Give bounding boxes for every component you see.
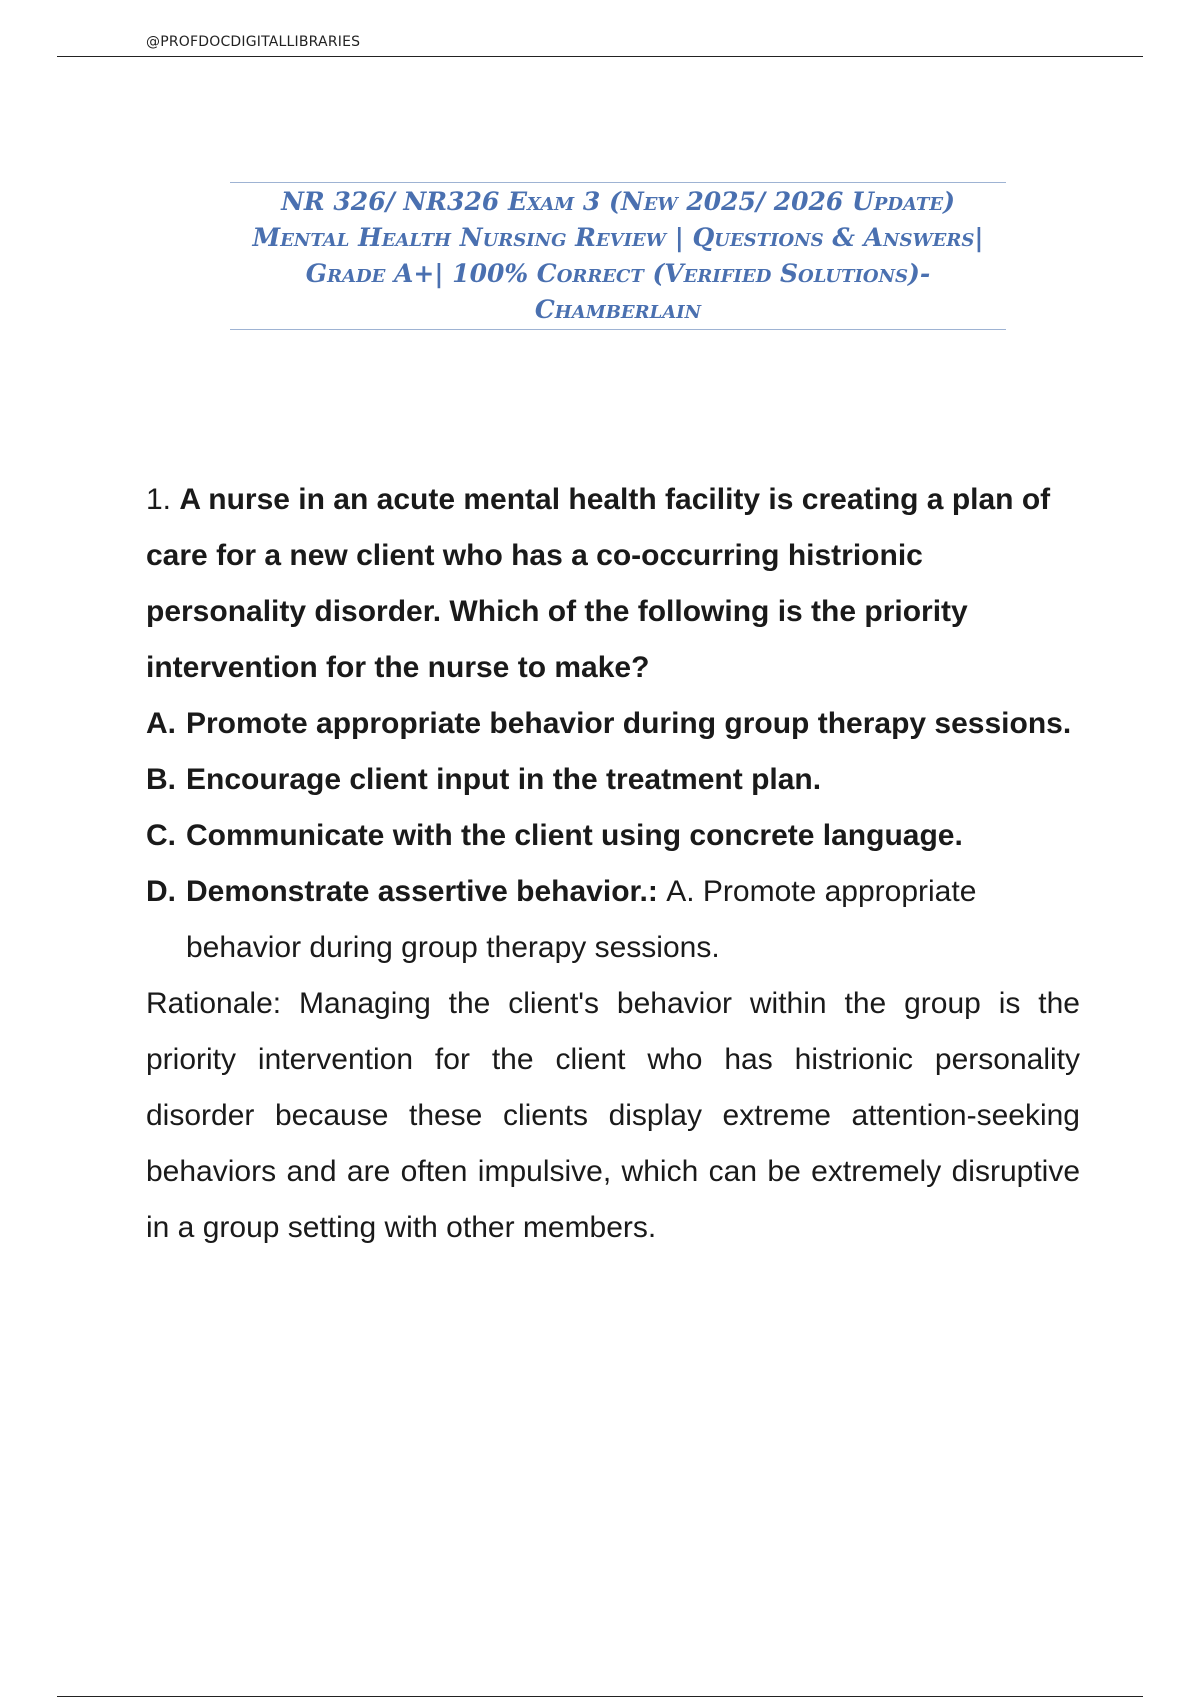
header-label: @PROFDOCDIGITALLIBRARIES — [146, 34, 361, 50]
option-letter: B. — [146, 763, 176, 796]
option-letter: A. — [146, 707, 176, 740]
correct-answer: A. Promote appropriate behavior during group therapy sessions. — [186, 875, 977, 964]
header-divider — [57, 56, 1143, 57]
rationale-text: Rationale: Managing the client's behavior within the group is the priority intervention for the client who has histrionic personality disorder because these clients display extreme attention-seeking behaviors and are often impulsive, which can be extremely disruptive in a group setting with other members. — [146, 987, 1080, 1244]
option-letter: D. — [146, 875, 176, 908]
option-text: Promote appropriate behavior during group therapy sessions. — [186, 707, 1072, 740]
option-d — [146, 864, 1080, 976]
option-b — [146, 752, 1080, 808]
question-text: A nurse in an acute mental health facility is creating a plan of care for a new client who has a co-occurring histrionic personality disorder. Which of the following is the priority intervention for the nurse to make? — [146, 483, 1051, 684]
option-letter: C. — [146, 819, 176, 852]
document-title-box — [230, 182, 1006, 330]
question-block — [146, 472, 1080, 1256]
option-a — [146, 696, 1080, 752]
option-text: Demonstrate assertive behavior.: — [186, 875, 658, 908]
question-number: 1. — [146, 483, 172, 516]
footer-divider — [57, 1696, 1143, 1697]
question-stem — [146, 472, 1080, 696]
document-title: NR 326/ NR326 Exam 3 (New 2025/ 2026 Update) Mental Health Nursing Review | Questions & Answers| Grade A+| 100% Correct (Verified Solutions)- Chamberlain — [252, 187, 984, 324]
option-c — [146, 808, 1080, 864]
option-text: Communicate with the client using concrete language. — [186, 819, 963, 852]
option-text: Encourage client input in the treatment plan. — [186, 763, 822, 796]
